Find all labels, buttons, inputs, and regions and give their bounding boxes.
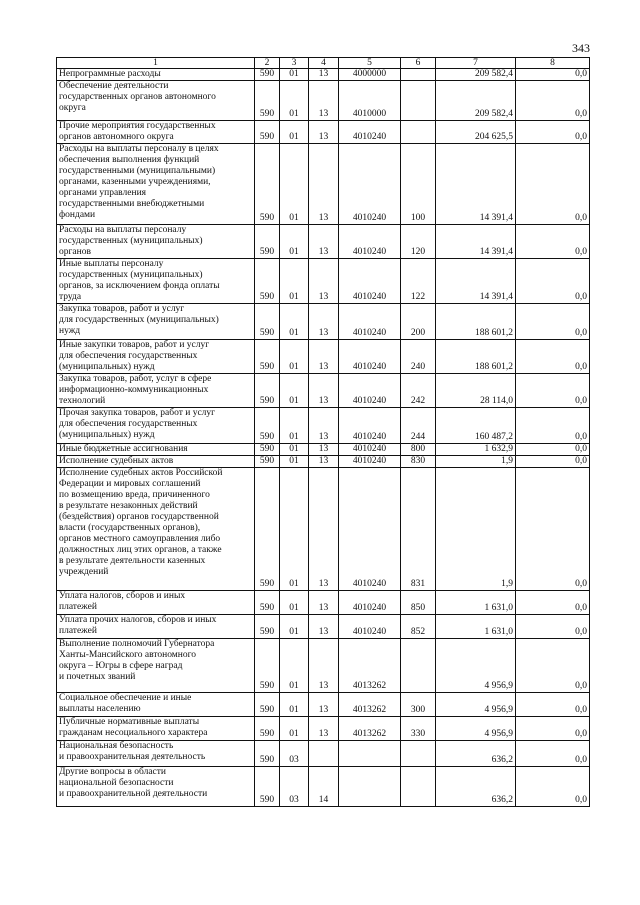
amount-cell: 0,0 bbox=[516, 615, 590, 639]
section-code-cell: 03 bbox=[280, 767, 309, 807]
expense-type-cell bbox=[401, 81, 436, 121]
row-name-cell bbox=[57, 741, 255, 767]
target-article-cell bbox=[339, 767, 401, 807]
header-row bbox=[57, 58, 590, 69]
expense-type-cell bbox=[401, 741, 436, 767]
amount-cell: 4 956,9 bbox=[436, 639, 516, 693]
row-name-line: Исполнение судебных актов Российской bbox=[59, 468, 223, 478]
table-row bbox=[57, 259, 590, 304]
section-code-cell: 01 bbox=[280, 639, 309, 693]
amount-cell: 0,0 bbox=[516, 456, 590, 468]
row-name-line: технологий bbox=[59, 396, 106, 406]
table-row bbox=[57, 121, 590, 144]
ministry-code-cell: 590 bbox=[255, 615, 280, 639]
row-name-cell bbox=[57, 408, 255, 444]
expense-type-cell bbox=[401, 639, 436, 693]
row-name-line: платежей bbox=[59, 626, 97, 636]
ministry-code-cell: 590 bbox=[255, 741, 280, 767]
row-name-line: Другие вопросы в области bbox=[59, 767, 167, 777]
subsection-code-cell bbox=[309, 741, 339, 767]
row-name-line: для обеспечения государственных bbox=[59, 351, 198, 361]
ministry-code-cell: 590 bbox=[255, 468, 280, 591]
row-name-line: информационно-коммуникационных bbox=[59, 385, 209, 395]
ministry-code-cell: 590 bbox=[255, 639, 280, 693]
ministry-code-cell: 590 bbox=[255, 767, 280, 807]
target-article-cell bbox=[339, 741, 401, 767]
row-name-cell bbox=[57, 340, 255, 374]
section-code-cell: 03 bbox=[280, 741, 309, 767]
column-header: 6 bbox=[401, 58, 436, 69]
row-name-line: государственных органов автономного bbox=[59, 92, 216, 102]
amount-cell: 0,0 bbox=[516, 693, 590, 717]
ministry-code-cell: 590 bbox=[255, 591, 280, 615]
ministry-code-cell: 590 bbox=[255, 144, 280, 225]
amount-cell: 209 582,4 bbox=[436, 69, 516, 81]
target-article-cell: 4010240 bbox=[339, 615, 401, 639]
expense-type-cell: 830 bbox=[401, 456, 436, 468]
target-article-cell: 4010240 bbox=[339, 144, 401, 225]
row-name-cell bbox=[57, 717, 255, 741]
row-name-line: платежей bbox=[59, 602, 97, 612]
expense-type-cell: 300 bbox=[401, 693, 436, 717]
amount-cell: 0,0 bbox=[516, 767, 590, 807]
row-name-cell bbox=[57, 591, 255, 615]
subsection-code-cell: 13 bbox=[309, 69, 339, 81]
ministry-code-cell: 590 bbox=[255, 340, 280, 374]
row-name-line: учреждений bbox=[59, 567, 109, 577]
row-name-line: (бездействия) органов государственной bbox=[59, 512, 219, 522]
row-name-line: Исполнение судебных актов bbox=[59, 456, 174, 466]
row-name-line: органов bbox=[59, 247, 91, 257]
row-name-cell bbox=[57, 69, 255, 81]
subsection-code-cell: 13 bbox=[309, 144, 339, 225]
section-code-cell: 01 bbox=[280, 468, 309, 591]
row-name-line: власти (государственных органов), bbox=[59, 523, 201, 533]
amount-cell: 188 601,2 bbox=[436, 304, 516, 340]
row-name-line: Национальная безопасность bbox=[59, 741, 174, 751]
section-code-cell: 01 bbox=[280, 591, 309, 615]
section-code-cell: 01 bbox=[280, 717, 309, 741]
row-name-line: округа – Югры в сфере наград bbox=[59, 661, 183, 671]
amount-cell: 0,0 bbox=[516, 374, 590, 408]
amount-cell: 28 114,0 bbox=[436, 374, 516, 408]
section-code-cell: 01 bbox=[280, 408, 309, 444]
row-name-line: в результате деятельности казенных bbox=[59, 556, 206, 566]
amount-cell: 188 601,2 bbox=[436, 340, 516, 374]
budget-table-body bbox=[57, 69, 590, 807]
section-code-cell: 01 bbox=[280, 259, 309, 304]
section-code-cell: 01 bbox=[280, 340, 309, 374]
amount-cell: 1 631,0 bbox=[436, 615, 516, 639]
section-code-cell: 01 bbox=[280, 615, 309, 639]
row-name-line: Закупка товаров, работ, услуг в сфере bbox=[59, 374, 212, 384]
row-name-line: Расходы на выплаты персоналу в целях bbox=[59, 144, 219, 154]
section-code-cell: 01 bbox=[280, 444, 309, 456]
page-number: 343 bbox=[572, 41, 590, 55]
subsection-code-cell: 13 bbox=[309, 591, 339, 615]
row-name-line: нужд bbox=[59, 326, 81, 336]
column-header: 8 bbox=[516, 58, 590, 69]
row-name-line: и правоохранительной деятельности bbox=[59, 789, 208, 799]
subsection-code-cell: 13 bbox=[309, 225, 339, 259]
amount-cell: 209 582,4 bbox=[436, 81, 516, 121]
row-name-line: органов, за исключением фонда оплаты bbox=[59, 281, 220, 291]
row-name-cell bbox=[57, 144, 255, 225]
row-name-line: государственных (муниципальных) bbox=[59, 270, 203, 280]
amount-cell: 14 391,4 bbox=[436, 259, 516, 304]
ministry-code-cell: 590 bbox=[255, 304, 280, 340]
ministry-code-cell: 590 bbox=[255, 121, 280, 144]
subsection-code-cell: 14 bbox=[309, 767, 339, 807]
table-row bbox=[57, 408, 590, 444]
row-name-cell bbox=[57, 225, 255, 259]
row-name-cell bbox=[57, 456, 255, 468]
subsection-code-cell: 13 bbox=[309, 259, 339, 304]
row-name-line: Иные закупки товаров, работ и услуг bbox=[59, 340, 210, 350]
target-article-cell: 4010240 bbox=[339, 304, 401, 340]
amount-cell: 4 956,9 bbox=[436, 717, 516, 741]
section-code-cell: 01 bbox=[280, 121, 309, 144]
row-name-line: Публичные нормативные выплаты bbox=[59, 717, 200, 727]
table-row bbox=[57, 693, 590, 717]
ministry-code-cell: 590 bbox=[255, 456, 280, 468]
row-name-cell bbox=[57, 81, 255, 121]
target-article-cell: 4010240 bbox=[339, 340, 401, 374]
ministry-code-cell: 590 bbox=[255, 444, 280, 456]
amount-cell: 14 391,4 bbox=[436, 225, 516, 259]
table-row bbox=[57, 468, 590, 591]
table-row bbox=[57, 69, 590, 81]
amount-cell: 1 631,0 bbox=[436, 591, 516, 615]
row-name-line: труда bbox=[59, 292, 82, 302]
row-name-cell bbox=[57, 639, 255, 693]
row-name-line: (муниципальных) нужд bbox=[59, 362, 155, 372]
expense-type-cell: 200 bbox=[401, 304, 436, 340]
target-article-cell: 4010240 bbox=[339, 456, 401, 468]
section-code-cell: 01 bbox=[280, 374, 309, 408]
amount-cell: 0,0 bbox=[516, 304, 590, 340]
amount-cell: 0,0 bbox=[516, 717, 590, 741]
row-name-cell bbox=[57, 259, 255, 304]
table-row bbox=[57, 456, 590, 468]
row-name-line: Ханты-Мансийского автономного bbox=[59, 650, 197, 660]
target-article-cell: 4013262 bbox=[339, 639, 401, 693]
amount-cell: 636,2 bbox=[436, 767, 516, 807]
expense-type-cell: 242 bbox=[401, 374, 436, 408]
row-name-line: Иные выплаты персоналу bbox=[59, 259, 164, 269]
section-code-cell: 01 bbox=[280, 69, 309, 81]
target-article-cell: 4010000 bbox=[339, 81, 401, 121]
amount-cell: 0,0 bbox=[516, 69, 590, 81]
expense-type-cell bbox=[401, 69, 436, 81]
row-name-cell bbox=[57, 468, 255, 591]
row-name-line: государственными внебюджетными bbox=[59, 199, 205, 209]
row-name-line: должностных лиц этих органов, а также bbox=[59, 545, 222, 555]
subsection-code-cell: 13 bbox=[309, 615, 339, 639]
row-name-line: Прочая закупка товаров, работ и услуг bbox=[59, 408, 216, 418]
table-row bbox=[57, 340, 590, 374]
section-code-cell: 01 bbox=[280, 693, 309, 717]
table-row bbox=[57, 81, 590, 121]
expense-type-cell: 831 bbox=[401, 468, 436, 591]
amount-cell: 0,0 bbox=[516, 639, 590, 693]
ministry-code-cell: 590 bbox=[255, 225, 280, 259]
amount-cell: 636,2 bbox=[436, 741, 516, 767]
amount-cell: 0,0 bbox=[516, 591, 590, 615]
row-name-line: и почетных званий bbox=[59, 672, 136, 682]
expense-type-cell: 800 bbox=[401, 444, 436, 456]
amount-cell: 4 956,9 bbox=[436, 693, 516, 717]
amount-cell: 1,9 bbox=[436, 468, 516, 591]
row-name-line: и правоохранительная деятельность bbox=[59, 752, 206, 762]
ministry-code-cell: 590 bbox=[255, 81, 280, 121]
row-name-line: Выполнение полномочий Губернатора bbox=[59, 639, 215, 649]
column-header: 5 bbox=[339, 58, 401, 69]
row-name-cell bbox=[57, 693, 255, 717]
expense-type-cell: 240 bbox=[401, 340, 436, 374]
amount-cell: 160 487,2 bbox=[436, 408, 516, 444]
row-name-line: Обеспечение деятельности bbox=[59, 81, 169, 91]
amount-cell: 0,0 bbox=[516, 340, 590, 374]
row-name-line: государственных (муниципальных) bbox=[59, 236, 203, 246]
target-article-cell: 4010240 bbox=[339, 374, 401, 408]
row-name-line: для обеспечения государственных bbox=[59, 419, 198, 429]
expense-type-cell: 120 bbox=[401, 225, 436, 259]
row-name-line: в результате незаконных действий bbox=[59, 501, 198, 511]
section-code-cell: 01 bbox=[280, 225, 309, 259]
table-row bbox=[57, 741, 590, 767]
table-row bbox=[57, 591, 590, 615]
row-name-cell bbox=[57, 615, 255, 639]
amount-cell: 0,0 bbox=[516, 225, 590, 259]
row-name-line: для государственных (муниципальных) bbox=[59, 315, 219, 325]
amount-cell: 0,0 bbox=[516, 408, 590, 444]
amount-cell: 0,0 bbox=[516, 121, 590, 144]
row-name-line: Уплата прочих налогов, сборов и иных bbox=[59, 615, 217, 625]
table-row bbox=[57, 304, 590, 340]
expense-type-cell: 122 bbox=[401, 259, 436, 304]
row-name-line: Прочие мероприятия государственных bbox=[59, 121, 216, 131]
row-name-line: Социальное обеспечение и иные bbox=[59, 693, 192, 703]
expense-type-cell: 852 bbox=[401, 615, 436, 639]
target-article-cell: 4010240 bbox=[339, 225, 401, 259]
subsection-code-cell: 13 bbox=[309, 374, 339, 408]
table-row bbox=[57, 615, 590, 639]
row-name-cell bbox=[57, 304, 255, 340]
expense-type-cell: 100 bbox=[401, 144, 436, 225]
expense-type-cell bbox=[401, 121, 436, 144]
amount-cell: 1,9 bbox=[436, 456, 516, 468]
budget-table bbox=[56, 57, 590, 807]
subsection-code-cell: 13 bbox=[309, 121, 339, 144]
row-name-line: Уплата налогов, сборов и иных bbox=[59, 591, 186, 601]
table-row bbox=[57, 225, 590, 259]
row-name-line: Федерации и мировых соглашений bbox=[59, 479, 201, 489]
subsection-code-cell: 13 bbox=[309, 304, 339, 340]
row-name-line: Расходы на выплаты персоналу bbox=[59, 225, 187, 235]
table-row bbox=[57, 767, 590, 807]
target-article-cell: 4013262 bbox=[339, 693, 401, 717]
amount-cell: 204 625,5 bbox=[436, 121, 516, 144]
target-article-cell: 4010240 bbox=[339, 408, 401, 444]
subsection-code-cell: 13 bbox=[309, 639, 339, 693]
expense-type-cell: 850 bbox=[401, 591, 436, 615]
amount-cell: 1 632,9 bbox=[436, 444, 516, 456]
expense-type-cell: 244 bbox=[401, 408, 436, 444]
table-row bbox=[57, 374, 590, 408]
row-name-line: гражданам несоциального характера bbox=[59, 728, 208, 738]
row-name-cell bbox=[57, 374, 255, 408]
subsection-code-cell: 13 bbox=[309, 456, 339, 468]
row-name-line: органами управления bbox=[59, 188, 147, 198]
row-name-line: обеспечения выполнения функций bbox=[59, 155, 200, 165]
subsection-code-cell: 13 bbox=[309, 717, 339, 741]
subsection-code-cell: 13 bbox=[309, 340, 339, 374]
subsection-code-cell: 13 bbox=[309, 408, 339, 444]
ministry-code-cell: 590 bbox=[255, 374, 280, 408]
subsection-code-cell: 13 bbox=[309, 693, 339, 717]
amount-cell: 0,0 bbox=[516, 259, 590, 304]
ministry-code-cell: 590 bbox=[255, 259, 280, 304]
column-header: 7 bbox=[436, 58, 516, 69]
column-header: 3 bbox=[280, 58, 309, 69]
column-header: 1 bbox=[57, 58, 255, 69]
row-name-line: выплаты населению bbox=[59, 704, 141, 714]
row-name-line: по возмещению вреда, причиненного bbox=[59, 490, 210, 500]
section-code-cell: 01 bbox=[280, 456, 309, 468]
section-code-cell: 01 bbox=[280, 144, 309, 225]
row-name-cell bbox=[57, 121, 255, 144]
row-name-line: Непрограммные расходы bbox=[59, 69, 161, 79]
subsection-code-cell: 13 bbox=[309, 81, 339, 121]
row-name-line: государственными (муниципальными) bbox=[59, 166, 216, 176]
row-name-cell bbox=[57, 767, 255, 807]
ministry-code-cell: 590 bbox=[255, 693, 280, 717]
row-name-cell bbox=[57, 444, 255, 456]
row-name-line: Закупка товаров, работ и услуг bbox=[59, 304, 185, 314]
table-row bbox=[57, 144, 590, 225]
expense-type-cell bbox=[401, 767, 436, 807]
row-name-line: органов местного самоуправления либо bbox=[59, 534, 221, 544]
section-code-cell: 01 bbox=[280, 81, 309, 121]
amount-cell: 0,0 bbox=[516, 468, 590, 591]
amount-cell: 0,0 bbox=[516, 81, 590, 121]
amount-cell: 0,0 bbox=[516, 741, 590, 767]
target-article-cell: 4010240 bbox=[339, 121, 401, 144]
table-row bbox=[57, 639, 590, 693]
row-name-line: органов автономного округа bbox=[59, 132, 174, 142]
table-row bbox=[57, 444, 590, 456]
row-name-line: фондами bbox=[59, 210, 96, 220]
section-code-cell: 01 bbox=[280, 304, 309, 340]
table-row bbox=[57, 717, 590, 741]
column-header: 4 bbox=[309, 58, 339, 69]
ministry-code-cell: 590 bbox=[255, 408, 280, 444]
target-article-cell: 4010240 bbox=[339, 259, 401, 304]
subsection-code-cell: 13 bbox=[309, 444, 339, 456]
target-article-cell: 4010240 bbox=[339, 591, 401, 615]
column-header: 2 bbox=[255, 58, 280, 69]
row-name-line: национальной безопасности bbox=[59, 778, 174, 788]
target-article-cell: 4000000 bbox=[339, 69, 401, 81]
target-article-cell: 4013262 bbox=[339, 717, 401, 741]
row-name-line: (муниципальных) нужд bbox=[59, 430, 155, 440]
amount-cell: 0,0 bbox=[516, 144, 590, 225]
target-article-cell: 4010240 bbox=[339, 468, 401, 591]
ministry-code-cell: 590 bbox=[255, 717, 280, 741]
target-article-cell: 4010240 bbox=[339, 444, 401, 456]
row-name-line: округа bbox=[59, 103, 86, 113]
subsection-code-cell: 13 bbox=[309, 468, 339, 591]
amount-cell: 14 391,4 bbox=[436, 144, 516, 225]
row-name-line: Иные бюджетные ассигнования bbox=[59, 444, 188, 454]
ministry-code-cell: 590 bbox=[255, 69, 280, 81]
amount-cell: 0,0 bbox=[516, 444, 590, 456]
row-name-line: органами, казенными учреждениями, bbox=[59, 177, 211, 187]
expense-type-cell: 330 bbox=[401, 717, 436, 741]
